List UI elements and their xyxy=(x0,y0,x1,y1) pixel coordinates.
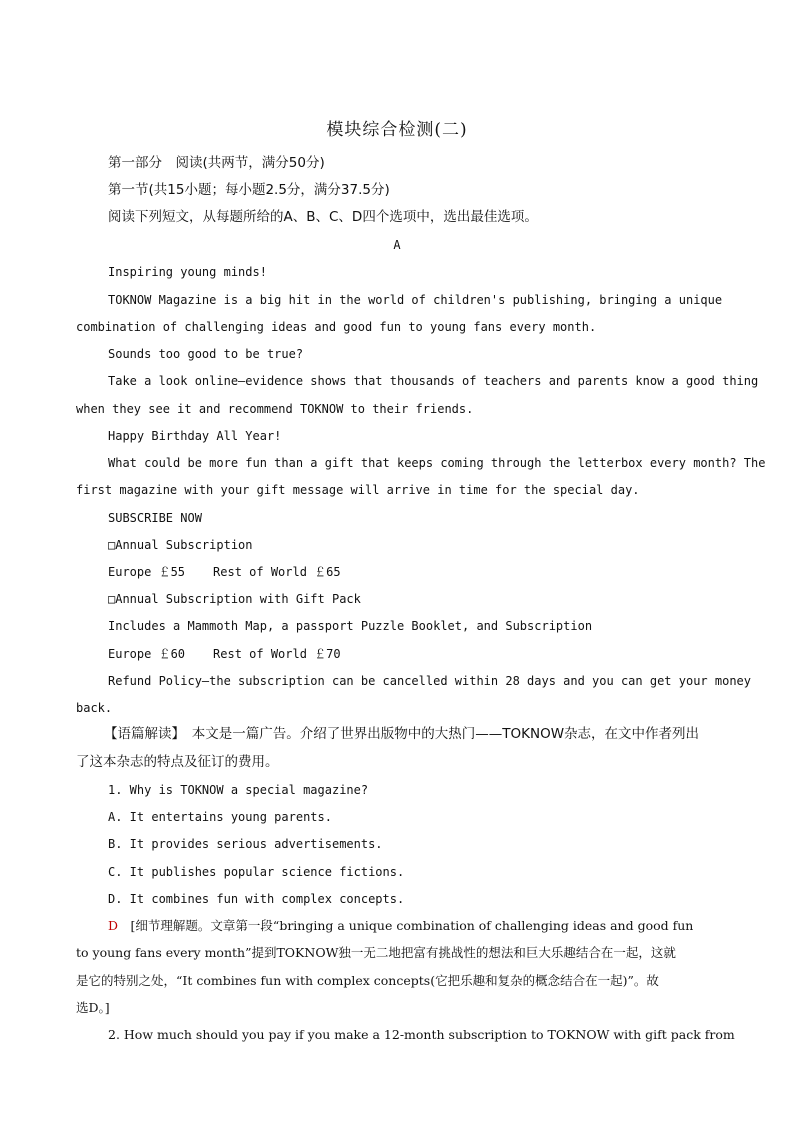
question-2-stem: 2. How much should you pay if you make a 12-month subscription to TOKNOW with gift pack from xyxy=(108,1027,735,1042)
question-1-explanation-line-2: to young fans every month”提到TOKNOW独一无二地把富有挑战性的想法和巨大乐趣结合在一起，这就 xyxy=(76,945,676,960)
option-2-price-europe: Europe ￡60 xyxy=(108,647,186,661)
explanation-text-1: [细节理解题。文章第一段“bringing a unique combination of challenging ideas and good fun xyxy=(130,918,694,933)
analysis-line-1 xyxy=(104,726,699,742)
option-1-price-world: Rest of World ￡65 xyxy=(213,565,341,579)
question-1-option-c: C. It publishes popular science fictions. xyxy=(108,865,405,879)
refund-policy-line-1: Refund Policy—the subscription can be cancelled within 28 days and you can get your money xyxy=(108,674,751,688)
option-annual-subscription: □Annual Subscription xyxy=(108,538,253,552)
option-1-prices xyxy=(108,564,341,580)
question-1-explanation-line-3: 是它的特别之处，“It combines fun with complex concepts(它把乐趣和复杂的概念结合在一起)”。故 xyxy=(76,973,659,988)
passage-para-2-line-1: Take a look online—evidence shows that thousands of teachers and parents know a good thing xyxy=(108,374,759,388)
subsection-heading: 第一节(共15小题；每小题2.5分，满分37.5分) xyxy=(108,182,390,198)
option-annual-subscription-gift-pack: □Annual Subscription with Gift Pack xyxy=(108,592,361,606)
option-2-price-world: Rest of World ￡70 xyxy=(213,647,341,661)
question-1-answer: D xyxy=(108,918,119,933)
option-1-price-europe: Europe ￡55 xyxy=(108,565,186,579)
passage-heading-3: Happy Birthday All Year! xyxy=(108,429,282,443)
passage-para-3-line-2: first magazine with your gift message will arrive in time for the special day. xyxy=(76,483,640,497)
instruction-text: 阅读下列短文，从每题所给的A、B、C、D四个选项中，选出最佳选项。 xyxy=(108,209,538,225)
question-1-explanation-line-1 xyxy=(108,918,693,934)
option-2-prices xyxy=(108,646,341,662)
passage-para-2-line-2: when they see it and recommend TOKNOW to their friends. xyxy=(76,402,474,416)
refund-policy-line-2: back. xyxy=(76,701,113,715)
part-heading: 第一部分 阅读(共两节，满分50分) xyxy=(108,155,325,171)
analysis-line-2: 了这本杂志的特点及征订的费用。 xyxy=(76,754,279,770)
page-title: 模块综合检测(二) xyxy=(326,120,468,140)
analysis-label: 【语篇解读】 xyxy=(104,726,179,742)
passage-para-1-line-1: TOKNOW Magazine is a big hit in the world of children's publishing, bringing a unique xyxy=(108,293,723,307)
option-2-includes: Includes a Mammoth Map, a passport Puzzle Booklet, and Subscription xyxy=(108,619,593,633)
passage-label: A xyxy=(393,238,401,252)
subscribe-heading: SUBSCRIBE NOW xyxy=(108,511,202,525)
passage-heading-2: Sounds too good to be true? xyxy=(108,347,304,361)
question-1-option-b: B. It provides serious advertisements. xyxy=(108,837,383,851)
passage-heading-1: Inspiring young minds! xyxy=(108,265,267,279)
question-1-option-d: D. It combines fun with complex concepts. xyxy=(108,892,405,906)
question-1-stem: 1. Why is TOKNOW a special magazine? xyxy=(108,783,369,797)
question-1-explanation-line-4: 选D。] xyxy=(76,1000,110,1015)
analysis-text-1: 本文是一篇广告。介绍了世界出版物中的大热门——TOKNOW杂志，在文中作者列出 xyxy=(191,726,700,742)
passage-para-3-line-1: What could be more fun than a gift that keeps coming through the letterbox every month? The xyxy=(108,456,766,470)
passage-para-1-line-2: combination of challenging ideas and good fun to young fans every month. xyxy=(76,320,597,334)
question-1-option-a: A. It entertains young parents. xyxy=(108,810,332,824)
